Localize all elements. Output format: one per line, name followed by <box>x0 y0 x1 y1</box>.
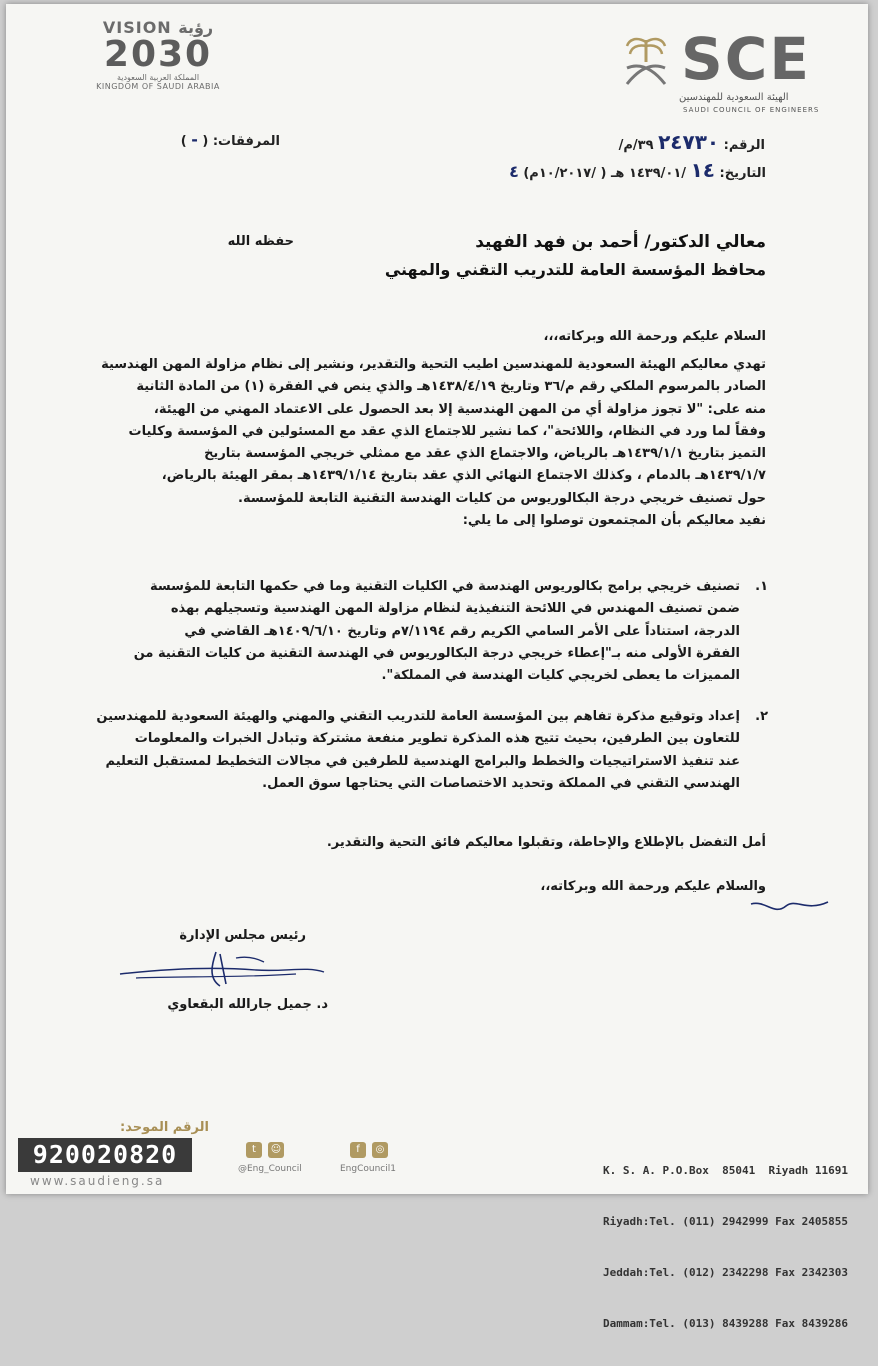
palm-swords-emblem-icon <box>621 32 671 92</box>
item1-text <box>40 576 740 687</box>
honorific: حفظه الله <box>227 234 294 249</box>
letter-number <box>485 130 765 154</box>
instagram-icon: ◎ <box>372 1142 388 1158</box>
recipient-title: محافظ المؤسسة العامة للتدريب التقني والمهني <box>384 260 766 279</box>
item2-text <box>40 706 740 795</box>
item-line: عند تنفيذ الاستراتيجيات والخطط والبرامج الهندسية للطرفين في مجالات التخطيط لمستقبل التعليم <box>105 753 740 769</box>
item1-number: ١. <box>755 579 768 594</box>
handwritten-signature-icon <box>116 944 331 994</box>
date-value: /١٤٣٩/٠١ هـ ( /١٠/٢٠١٧م) <box>523 166 687 181</box>
address-line: Riyadh:Tel. (011) 2942999 Fax 2405855 <box>602 1215 848 1228</box>
vision-top-text: VISION رؤية <box>102 18 214 37</box>
attachments-value: - <box>191 130 198 149</box>
snapchat-icon: ☺ <box>268 1142 284 1158</box>
org-name-arabic: الهيئة السعودية للمهندسين <box>679 92 789 103</box>
vision-year: 2030 <box>103 34 213 75</box>
sce-logo <box>611 24 841 119</box>
recipient-name: معالي الدكتور/ أحمد بن فهد الفهيد <box>475 232 766 252</box>
number-value: ٣٩/م/ <box>618 138 654 153</box>
item-line: المميزات ما يعطى لخريجي كليات الهندسة في المملكة". <box>381 668 740 684</box>
twitter-icon: t <box>246 1142 262 1158</box>
attachments-label: المرفقات: ( <box>202 134 280 149</box>
paragraph-line: حول تصنيف خريجي درجة البكالوريوس من كليات الهندسة التقنية التابعة للمؤسسة. <box>238 490 766 506</box>
paragraph-line: الصادر بالمرسوم الملكي رقم م/٣٦ وتاريخ ١٤٣٨/٤/١٩هـ والذي ينص في الفقرة (١) من المادة الثانية <box>136 379 766 395</box>
closing-line: أمل التفضل بالإطلاع والإحاطة، وتقبلوا معاليكم فائق التحية والتقدير. <box>326 835 766 850</box>
intro-paragraph <box>31 354 766 532</box>
letter-page <box>6 4 868 1330</box>
paragraph-line: نفيد معاليكم بأن المجتمعون توصلوا إلى ما يلي: <box>462 513 766 529</box>
initials-mark-icon <box>746 894 836 924</box>
address-line: Jeddah:Tel. (012) 2342298 Fax 2342303 <box>602 1266 848 1279</box>
paragraph-line: ١٤٣٩/١/٧هـ بالدمام ، وكذلك الاجتماع النهائي الذي عقد بتاريخ ١٤٣٩/١/١٤هـ بمقر الهيئة بالرياض، <box>161 468 766 484</box>
date-hand-gregorian: ٤ <box>509 162 519 181</box>
item-line: إعداد وتوقيع مذكرة تفاهم بين المؤسسة العامة للتدريب التقني والمهني والهيئة السعودية للمهندسين <box>96 709 740 724</box>
paragraph-line: تهدي معاليكم الهيئة السعودية للمهندسين اطيب التحية والتقدير، ونشير إلى نظام مزاولة المهن الهندسية <box>101 357 766 372</box>
signatory-title: رئيس مجلس الإدارة <box>179 928 306 943</box>
item-line: للتعاون بين الطرفين، بحيث تتيح هذه المذكرة تطوير منفعة مشتركة وتبادل الخبرات والمعلومات <box>134 731 740 747</box>
item2-number: ٢. <box>755 709 768 724</box>
paragraph-line: التميز بتاريخ ١٤٣٩/١/١هـ بالرياض، والاجتماع الذي عقد مع ممثلي خريجي المؤسسة بتاريخ <box>204 446 766 462</box>
address-block <box>548 1128 848 1366</box>
item-line: ضمن تصنيف المهندس في اللائحة التنفيذية لنظام مزاولة المهن الهندسية وتسجيلهم بهذه <box>170 601 740 617</box>
facebook-handle: EngCouncil1 <box>340 1164 396 1174</box>
item-line: الدرجة، استناداً على الأمر السامي الكريم رقم ٧/١١٩٤م وتاريخ ١٤٠٩/٦/١٠هـ القاضي في <box>184 623 740 639</box>
twitter-handle: @Eng_Council <box>238 1164 302 1174</box>
item-line: الهندسي التقني في المملكة وتحديد الاختصاصات التي يحتاجها سوق العمل. <box>262 775 740 791</box>
vision-arabic: المملكة العربية السعودية <box>116 73 200 82</box>
item-line: تصنيف خريجي برامج بكالوريوس الهندسة في الكليات التقنية وما في حكمها التابعة للمؤسسة <box>150 579 740 594</box>
paragraph-line: منه على: "لا تجوز مزاولة أي من المهن الهندسية إلا بعد الحصول على الاعتماد المهني من الهيئة، <box>153 401 766 417</box>
unified-phone-number: 920020820 <box>18 1138 192 1172</box>
facebook-icon: f <box>350 1142 366 1158</box>
paragraph-line: وفقاً لما ورد في النظام، واللائحة"، كما نشير للاجتماع الذي عقد مع المسئولين في المؤسسة وكليات <box>128 423 766 439</box>
vision-english: KINGDOM OF SAUDI ARABIA <box>96 82 220 91</box>
date-label: التاريخ: <box>719 166 766 181</box>
date-hand-day: ١٤ <box>690 158 715 182</box>
number-handwritten: ٢٤٧٣٠ <box>658 130 720 154</box>
greeting: السلام عليكم ورحمة الله وبركاته،،، <box>543 329 766 344</box>
signatory-name: د. جميل جارالله البقعاوي <box>167 997 328 1012</box>
number-label: الرقم: <box>723 138 765 153</box>
vision-2030-logo <box>88 18 228 108</box>
address-line: K. S. A. P.O.Box 85041 Riyadh 11691 <box>602 1164 848 1177</box>
attachments-close: ) <box>180 134 187 149</box>
website-url: www.saudieng.sa <box>30 1174 165 1188</box>
sce-wordmark: SCE <box>681 25 811 93</box>
farewell-line: والسلام عليكم ورحمة الله وبركاته،، <box>540 879 766 894</box>
address-line: Dammam:Tel. (013) 8439288 Fax 8439286 <box>602 1317 848 1330</box>
unified-number-label: الرقم الموحد: <box>120 1120 209 1135</box>
attachments <box>160 130 280 149</box>
org-name-english: SAUDI COUNCIL OF ENGINEERS <box>683 106 820 114</box>
letter-date <box>386 158 766 182</box>
item-line: الفقرة الأولى منه بـ"إعطاء خريجي درجة البكالوريوس في الهندسة التقنية من كليات التقنية من <box>133 645 740 661</box>
